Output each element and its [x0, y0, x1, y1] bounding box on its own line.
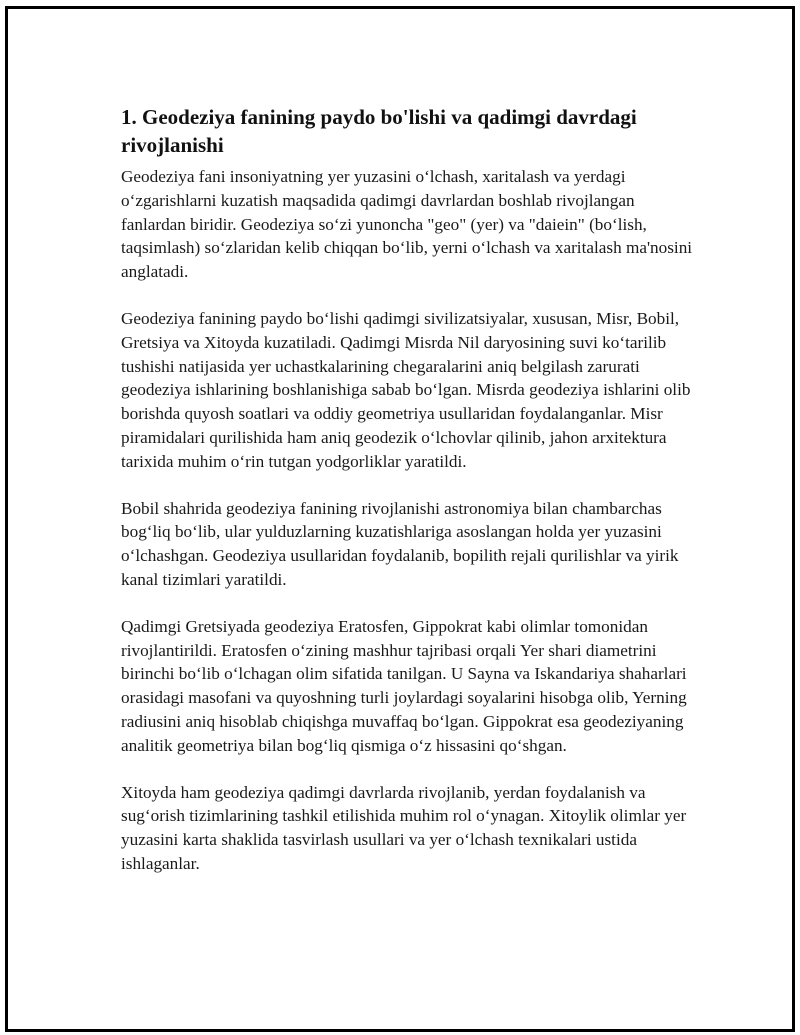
paragraph-greece: Qadimgi Gretsiyada geodeziya Eratosfen, Gippokrat kabi olimlar tomonidan rivojlantirildi. Eratosfen o‘zining mashhur tajribasi orqali Yer shari diametrini birinchi bo‘lib o‘lchagan olim sifatida tanilgan. U Sayna va Iskandariya shaharlari orasidagi masofani va quyoshning turli joylardagi soyalarini hisobga olib, Yerning radiusini aniq hisoblab chiqishga muvaffaq bo‘lgan. Gippokrat esa geodeziyaning analitik geometriya bilan bog‘liq qismiga o‘z hissasini qo‘shgan. [121, 616, 687, 755]
paragraph-china: Xitoyda ham geodeziya qadimgi davrlarda rivojlanib, yerdan foydalanish va sug‘orish tizimlarining tashkil etilishida muhim rol o‘ynagan. Xitoylik olimlar yer yuzasini karta shaklida tasvirlash usullari va yer o‘lchash texnikalari ustida ishlaganlar. [121, 782, 687, 873]
document-body [121, 103, 701, 899]
paragraph-egypt: Geodeziya fanining paydo bo‘lishi qadimgi sivilizatsiyalar, xususan, Misr, Bobil, Gretsiya va Xitoyda kuzatiladi. Qadimgi Misrda Nil daryosining suvi ko‘tarilib tushishi natijasida yer uchastkalarining chegaralarini aniq belgilash zarurati geodeziya ishlarining boshlanishiga sabab bo‘lgan. Misrda geodeziya ishlarini olib borishda quyosh soatlari va oddiy geometriya usullaridan foydalanganlar. Misr piramidalari qurilishida ham aniq geodezik o‘lchovlar qilinib, jahon arxitektura tarixida muhim o‘rin tutgan yodgorliklar yaratildi. [121, 308, 691, 471]
paragraph-introduction: Geodeziya fani insoniyatning yer yuzasini o‘lchash, xaritalash va yerdagi o‘zgarishlarni kuzatish maqsadida qadimgi davrlardan boshlab rivojlangan fanlardan biridir. Geodeziya so‘zi yunoncha "geo" (yer) va "daiein" (bo‘lish, taqsimlash) so‘zlaridan kelib chiqqan bo‘lib, yerni o‘lchash va xaritalash ma'nosini anglatadi. [121, 167, 693, 282]
section-title: 1. Geodeziya fanining paydo bo'lishi va qadimgi davrdagi rivojlanishi [121, 105, 637, 157]
page-frame [5, 6, 795, 1032]
paragraph-babylon: Bobil shahrida geodeziya fanining rivojlanishi astronomiya bilan chambarchas bog‘liq bo‘lib, ular yulduzlarning kuzatishlariga asoslangan holda yer yuzasini o‘lchashgan. Geodeziya usullaridan foydalanib, bopilith rejali qurilishlar va yirik kanal tizimlari yaratildi. [121, 498, 679, 589]
